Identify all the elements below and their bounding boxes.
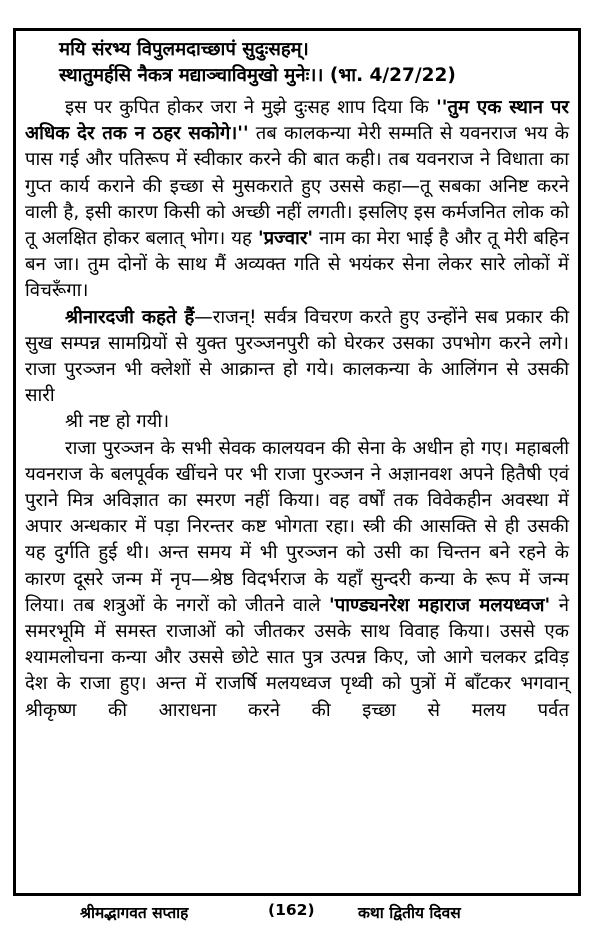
paragraph-3 bbox=[25, 436, 569, 724]
page-content bbox=[25, 37, 569, 724]
p3-text-2: ने समरभूमि में समस्त राजाओं को जीतकर उसके साथ विवाह किया। उससे एक श्यामलोचना कन्या और उससे छोटे सात पुत्र उत्पन्न किए, जो आगे चलकर द्रविड़ देश के राजा हुए। अन्त में राजर्षि मलयध्वज पृथ्वी को पुत्रों में बाँटकर भगवान् श्रीकृष्ण की आराधना करने की इच्छा से मलय पर्वत bbox=[25, 594, 570, 721]
paragraph-2 bbox=[25, 305, 569, 436]
p2-text-1: —राजन्! सर्वत्र विचरण करते हुए उन्होंने सब प्रकार की सुख सम्पन्न सामग्रियों से युक्त पुरञ्जनपुरी को घेरकर उसका उपभोग करने लगे। राजा पुरञ्जन भी क्लेशों से आक्रान्त हो गये। कालकन्या के आलिंगन से उसकी सारी bbox=[25, 306, 569, 407]
page-footer bbox=[0, 901, 600, 923]
p2-text-2: श्री नष्ट हो गयी। bbox=[65, 411, 170, 433]
page-border bbox=[13, 28, 581, 896]
verse-line-2: स्थातुमर्हसि नैकत्र मद्याञ्चाविमुखो मुनेः।। (भा. 4/27/22) bbox=[59, 65, 456, 86]
page-number: (162) bbox=[268, 901, 315, 919]
footer-chapter: कथा द्वितीय दिवस bbox=[358, 904, 461, 922]
p3-text-1: राजा पुरञ्जन के सभी सेवक कालयवन की सेना के अधीन हो गए। महाबली यवनराज के बलपूर्वक खींचने पर भी राजा पुरञ्जन ने अज्ञानवश अपने हितैषी एवं पुराने मित्र अविज्ञात का स्मरण नहीं किया। वह वर्षों तक विवेकहीन अवस्था में अपार अन्धकार में पड़ा निरन्तर कष्ट भोगता रहा। स्त्री की आसक्ति से ही उसकी यह दुर्गति हुई थी। अन्त समय में भी पुरञ्जन को उसी का चिन्तन बने रहने के कारण दूसरे जन्म में नृप—श्रेष्ठ विदर्भराज के यहाँ सुन्दरी कन्या के रूप में जन्म लिया। तब शत्रुओं के नगरों को जीतने वाले bbox=[25, 437, 569, 616]
p1-prajvar: 'प्रज्वार' bbox=[257, 228, 314, 250]
p2-narad-says: श्रीनारदजी कहते हैं bbox=[65, 306, 195, 328]
verse-line-1: मयि संरभ्य विपुलमदाच्छापं सुदुःसहम्। bbox=[59, 39, 309, 60]
footer-book-title: श्रीमद्भागवत सप्ताह bbox=[80, 904, 189, 922]
p3-malayadhwaj: 'पाण्ड्यनरेश महाराज मलयध्वज' bbox=[329, 594, 551, 616]
p1-text-3: नाम का मेरा भाई है और तू मेरी बहिन बन जा। तुम दोनों के साथ मैं अव्यक्त गति से भयंकर सेना लेकर सारे लोकों में विचरूँगा। bbox=[25, 228, 569, 302]
p1-curse-quote: ''तुम एक स्थान पर अधिक देर तक न ठहर सकोगे।'' bbox=[25, 97, 569, 145]
p1-text-1: इस पर कुपित होकर जरा ने मुझे दुःसह शाप दिया कि bbox=[65, 97, 429, 118]
p1-text-2: तब कालकन्या मेरी सम्मति से यवनराज भय के पास गई और पतिरूप में स्वीकार करने की बात कही। तब यवनराज ने विधाता का गुप्त कार्य कराने की इच्छा से मुसकराते हुए उससे कहा—तू सबका अनिष्ट करने वाली है, इसी कारण किसी को अच्छी नहीं लगती। इसलिए इस कर्मजनित लोक को तू अलक्षित होकर बलात् भोग। यह bbox=[25, 123, 569, 250]
paragraph-1 bbox=[25, 95, 569, 305]
